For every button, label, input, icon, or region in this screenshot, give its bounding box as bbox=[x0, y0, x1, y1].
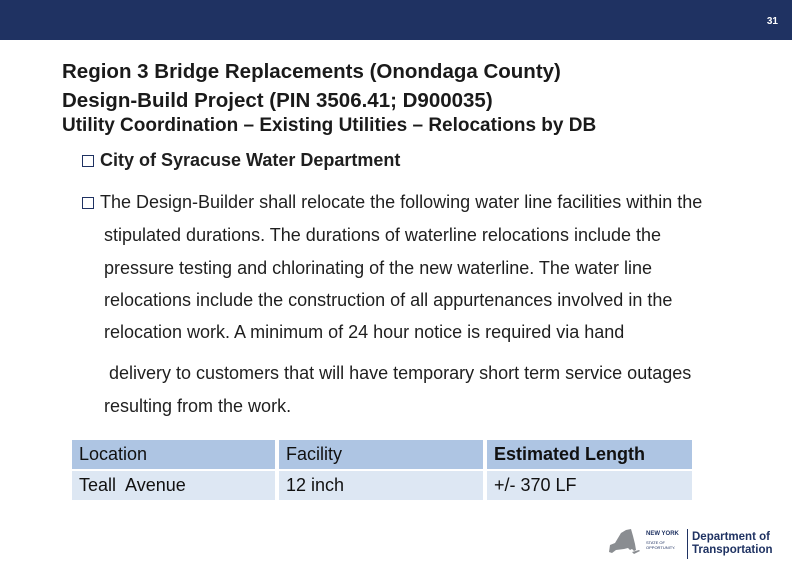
bullet-text: The Design-Builder shall relocate the following water line facilities within the bbox=[100, 192, 703, 212]
cell-facility: 12 inch bbox=[279, 471, 487, 500]
bullet-continuation-line: pressure testing and chlorinating of the new waterline. The water line bbox=[104, 258, 652, 278]
checkbox-bullet-icon bbox=[82, 197, 94, 209]
bullet-water-department bbox=[82, 150, 400, 171]
logo-divider bbox=[687, 529, 688, 559]
table-header-row bbox=[72, 440, 692, 469]
checkbox-bullet-icon bbox=[82, 155, 94, 167]
ny-state-subtitle bbox=[646, 540, 675, 550]
dot-wordmark bbox=[692, 531, 773, 557]
column-header-estimated-length: Estimated Length bbox=[487, 440, 692, 469]
bullet-text: City of Syracuse Water Department bbox=[100, 150, 401, 170]
bullet-continuation-line: relocations include the construction of all appurtenances involved in the bbox=[104, 290, 673, 310]
cell-location: Teall Avenue bbox=[72, 471, 279, 500]
relocation-table bbox=[72, 438, 692, 502]
ny-state-wordmark: NEW YORK bbox=[646, 531, 679, 537]
bullet-continuation-line: resulting from the work. bbox=[104, 396, 292, 416]
header-bar bbox=[0, 0, 792, 40]
bullet-continuation-line: relocation work. A minimum of 24 hour notice is required via hand bbox=[104, 322, 625, 342]
ny-state-subtitle-line: OPPORTUNITY. bbox=[646, 545, 676, 550]
page-title bbox=[62, 57, 561, 115]
title-line-2: Design-Build Project (PIN 3506.41; D900035) bbox=[62, 89, 493, 112]
column-header-facility: Facility bbox=[279, 440, 487, 469]
table-row bbox=[72, 471, 692, 500]
column-header-location: Location bbox=[72, 440, 279, 469]
cell-estimated-length: +/- 370 LF bbox=[487, 471, 692, 500]
title-line-1: Region 3 Bridge Replacements (Onondaga County) bbox=[62, 60, 561, 83]
bullet-continuation-line: delivery to customers that will have temporary short term service outages bbox=[104, 363, 692, 383]
slide-number: 31 bbox=[766, 16, 778, 27]
nysdot-logo bbox=[606, 526, 778, 562]
dot-wordmark-line: Transportation bbox=[692, 544, 773, 556]
bullet-continuation-line: stipulated durations. The durations of waterline relocations include the bbox=[104, 225, 662, 245]
bullet-relocation-requirements bbox=[82, 192, 702, 213]
page-subtitle: Utility Coordination – Existing Utilities – Relocations by DB bbox=[62, 115, 597, 136]
new-york-state-icon bbox=[606, 528, 642, 558]
dot-wordmark-line: Department of bbox=[692, 531, 770, 543]
ny-state-subtitle-line: STATE OF bbox=[646, 540, 665, 545]
